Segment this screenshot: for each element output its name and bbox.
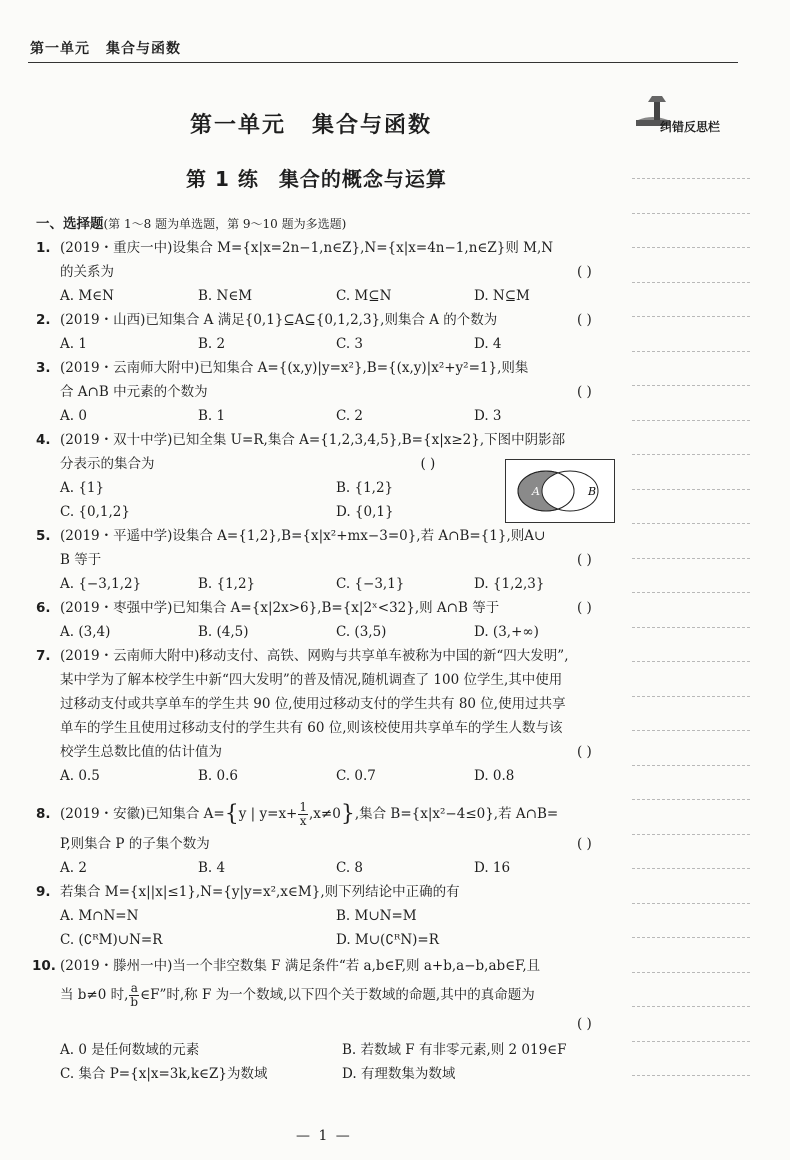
fraction [129, 982, 139, 1009]
options [60, 404, 621, 428]
options [60, 856, 621, 880]
stem-text: ∈F”时,称 F 为一个数域,以下四个关于数域的命题,其中的真命题为 [140, 987, 535, 1003]
options [60, 572, 621, 596]
question-stem: 某中学为了解本校学生中新“四大发明”的普及情况,随机调查了 100 位学生,其中使用 [60, 672, 563, 688]
margin-rule [632, 489, 750, 490]
margin-rule [632, 937, 750, 938]
option-d[interactable]: D. 4 [474, 336, 502, 352]
margin-rule [632, 523, 750, 524]
option-b[interactable]: B. (4,5) [198, 624, 249, 640]
question-8 [36, 796, 621, 880]
question-number: 6. [36, 600, 51, 616]
option-c[interactable]: C. 8 [336, 860, 364, 876]
question-stem: (2019・安徽)已知集合 A={y | y=x+ $\frac{1}{x}$ ,x≠0},集合 B={x|x²−4≤0},若 A∩B= [60, 800, 559, 828]
option-c[interactable]: C. {0,1,2} [60, 504, 130, 520]
fraction-denominator: x [299, 814, 307, 828]
stem-text: 当 b≠0 时, [60, 987, 129, 1003]
stem-text: (2019・安徽)已知集合 A= [60, 806, 225, 822]
question-stem: 合 A∩B 中元素的个数为 [60, 384, 208, 400]
question-stem: (2019・云南师大附中)移动支付、高铁、网购与共享单车被称为中国的新“四大发明”, [60, 648, 569, 664]
venn-diagram [505, 459, 615, 523]
option-c[interactable]: C. 集合 P={x|x=3k,k∈Z}为数域 [60, 1066, 268, 1082]
answer-blank[interactable]: ( ) [577, 384, 592, 400]
margin-rule [632, 799, 750, 800]
header-rule [28, 62, 738, 63]
question-stem: 若集合 M={x||x|≤1},N={y|y=x²,x∈M},则下列结论中正确的有 [60, 884, 460, 900]
unit-title-topic: 集合与函数 [312, 113, 433, 138]
question-number: 8. [36, 806, 51, 822]
question-1 [36, 236, 621, 308]
question-stem: B 等于 [60, 552, 102, 568]
question-stem: 的关系为 [60, 264, 114, 280]
margin-rule [632, 282, 750, 283]
options [60, 904, 621, 928]
stem-text: y | y=x+ [238, 806, 298, 822]
option-c[interactable]: C. 3 [336, 336, 364, 352]
options [60, 928, 621, 952]
fraction-denominator: b [130, 995, 139, 1009]
option-a[interactable]: A. 2 [60, 860, 87, 876]
option-d[interactable]: D. {0,1} [336, 504, 394, 520]
question-number: 3. [36, 360, 51, 376]
option-b[interactable]: B. 4 [198, 860, 226, 876]
question-stem: (2019・枣强中学)已知集合 A={x|2x>6},B={x|2ˣ<32},则 A∩B 等于 [60, 600, 500, 616]
set-b-label: B [588, 485, 597, 498]
option-d[interactable]: D. 3 [474, 408, 502, 424]
option-a[interactable]: A. 1 [60, 336, 87, 352]
question-number: 10. [32, 958, 56, 974]
question-stem: P,则集合 P 的子集个数为 [60, 836, 210, 852]
question-number: 5. [36, 528, 51, 544]
question-stem: 过移动支付或共享单车的学生共 90 位,使用过移动支付的学生共有 80 位,使用过共享 [60, 696, 566, 712]
answer-blank[interactable]: ( ) [577, 600, 592, 616]
header-unit: 第一单元 [30, 41, 90, 57]
question-6 [36, 596, 621, 644]
option-b[interactable]: B. {1,2} [198, 576, 256, 592]
options [60, 1062, 621, 1086]
option-d[interactable]: D. 0.8 [474, 768, 515, 784]
question-stem: (2019・云南师大附中)已知集合 A={(x,y)|y=x²},B={(x,y)|x²+y²=1},则集 [60, 360, 529, 376]
answer-blank[interactable]: ( ) [577, 552, 592, 568]
margin-rule [632, 1041, 750, 1042]
question-number: 7. [36, 648, 51, 664]
margin-rule [632, 627, 750, 628]
question-10 [32, 954, 621, 1086]
margin-rule [632, 178, 750, 179]
option-a[interactable]: A. 0 是任何数域的元素 [60, 1042, 200, 1058]
option-a[interactable]: A. M∩N=N [60, 908, 139, 924]
margin-rule [632, 592, 750, 593]
question-stem [60, 978, 621, 1012]
margin-rule [632, 765, 750, 766]
question-7 [36, 644, 621, 788]
margin-rule [632, 972, 750, 973]
option-b[interactable]: B. M∪N=M [336, 908, 417, 924]
stem-text: ,x≠0 [309, 806, 341, 822]
option-b[interactable]: B. N∈M [198, 288, 253, 304]
option-c[interactable]: C. (3,5) [336, 624, 387, 640]
option-d[interactable]: D. {1,2,3} [474, 576, 545, 592]
unit-title-number: 第一单元 [190, 113, 287, 138]
set-a-label: A [532, 485, 540, 498]
lesson-topic: 集合的概念与运算 [278, 167, 447, 191]
question-stem: (2019・双十中学)已知全集 U=R,集合 A={1,2,3,4,5},B={x|x≥2},下图中阴影部 [60, 432, 566, 448]
fraction [298, 801, 308, 828]
option-a[interactable]: A. (3,4) [60, 624, 111, 640]
option-c[interactable]: C. 0.7 [336, 768, 376, 784]
option-b[interactable]: B. {1,2} [336, 480, 394, 496]
lesson-number: 第 1 练 [186, 167, 259, 191]
option-d[interactable]: D. (3,+∞) [474, 624, 539, 640]
question-stem: (2019・滕州一中)当一个非空数集 F 满足条件“若 a,b∈F,则 a+b,a−b,ab∈F,且 [60, 958, 541, 974]
option-a[interactable]: A. 0 [60, 408, 87, 424]
question-5 [36, 524, 621, 596]
options [60, 284, 621, 308]
question-3 [36, 356, 621, 428]
margin-rule [632, 351, 750, 352]
option-c[interactable]: C. M⊆N [336, 288, 392, 304]
option-c[interactable]: C. 2 [336, 408, 364, 424]
option-d[interactable]: D. 有理数集为数域 [342, 1066, 456, 1082]
margin-rule [632, 696, 750, 697]
fraction-numerator: 1 [299, 800, 308, 814]
unit-title [190, 108, 432, 139]
margin-rule [632, 420, 750, 421]
margin-rule [632, 1006, 750, 1007]
answer-blank[interactable]: ( ) [577, 744, 592, 760]
option-c[interactable]: C. {−3,1} [336, 576, 405, 592]
answer-blank[interactable]: ( ) [577, 264, 592, 280]
answer-blank[interactable]: ( ) [577, 836, 592, 852]
option-a[interactable]: A. 0.5 [60, 768, 100, 784]
options [60, 620, 621, 644]
option-b[interactable]: B. 1 [198, 408, 226, 424]
option-a[interactable]: A. M∈N [60, 288, 114, 304]
question-number: 1. [36, 240, 51, 256]
question-stem: (2019・平遥中学)设集合 A={1,2},B={x|x²+mx−3=0},若 A∩B={1},则A∪ [60, 528, 546, 544]
margin-rule [632, 834, 750, 835]
question-number: 2. [36, 312, 51, 328]
running-header [30, 38, 181, 58]
page-number: — 1 — [296, 1128, 352, 1144]
option-d[interactable]: D. N⊆M [474, 288, 530, 304]
margin-title: 纠错反思栏 [660, 120, 721, 134]
option-b[interactable]: B. 若数域 F 有非零元素,则 2 019∈F [342, 1042, 567, 1058]
option-b[interactable]: B. 2 [198, 336, 226, 352]
option-d[interactable]: D. 16 [474, 860, 511, 876]
option-a[interactable]: A. {1} [60, 480, 105, 496]
question-stem: (2019・山西)已知集合 A 满足{0,1}⊆A⊆{0,1,2,3},则集合 A 的个数为 [60, 312, 498, 328]
margin-rule [632, 213, 750, 214]
margin-rule [632, 903, 750, 904]
stem-text: 分表示的集合为 [60, 456, 155, 472]
answer-blank[interactable]: ( ) [577, 312, 592, 328]
margin-rule [632, 454, 750, 455]
option-b[interactable]: B. 0.6 [198, 768, 238, 784]
question-number: 9. [36, 884, 51, 900]
margin-rule [632, 730, 750, 731]
question-2 [36, 308, 621, 356]
option-d[interactable]: D. M∪(∁ᴿN)=R [336, 932, 439, 948]
section-heading [36, 212, 621, 236]
question-number: 4. [36, 432, 51, 448]
options [60, 764, 621, 788]
options [60, 1038, 621, 1062]
margin-rule [632, 247, 750, 248]
question-list [32, 212, 621, 1086]
margin-rule [632, 385, 750, 386]
stem-text: ,集合 B={x|x²−4≤0},若 A∩B= [354, 806, 559, 822]
margin-rule [632, 316, 750, 317]
header-topic: 集合与函数 [106, 41, 181, 57]
options [60, 332, 621, 356]
margin-rule [632, 661, 750, 662]
fraction-numerator: a [130, 981, 138, 995]
margin-rule [632, 558, 750, 559]
question-stem: (2019・重庆一中)设集合 M={x|x=2n−1,n∈Z},N={x|x=4n−1,n∈Z}则 M,N [60, 240, 554, 256]
answer-blank[interactable]: ( ) [577, 1016, 592, 1032]
question-stem: 单车的学生且使用过移动支付的学生共有 60 位,则该校使用共享单车的学生人数与该 [60, 720, 563, 736]
margin-rule [632, 1075, 750, 1076]
question-stem: 校学生总数比值的估计值为 [60, 744, 222, 760]
answer-blank[interactable]: ( ) [420, 456, 436, 472]
option-c[interactable]: C. (∁ᴿM)∪N=R [60, 932, 163, 948]
section-note: (第 1～8 题为单选题，第 9～10 题为多选题) [103, 217, 347, 231]
question-9 [36, 880, 621, 952]
section-title: 一、选择题 [36, 216, 104, 232]
lesson-title [186, 163, 447, 192]
margin-rule [632, 868, 750, 869]
option-a[interactable]: A. {−3,1,2} [60, 576, 142, 592]
